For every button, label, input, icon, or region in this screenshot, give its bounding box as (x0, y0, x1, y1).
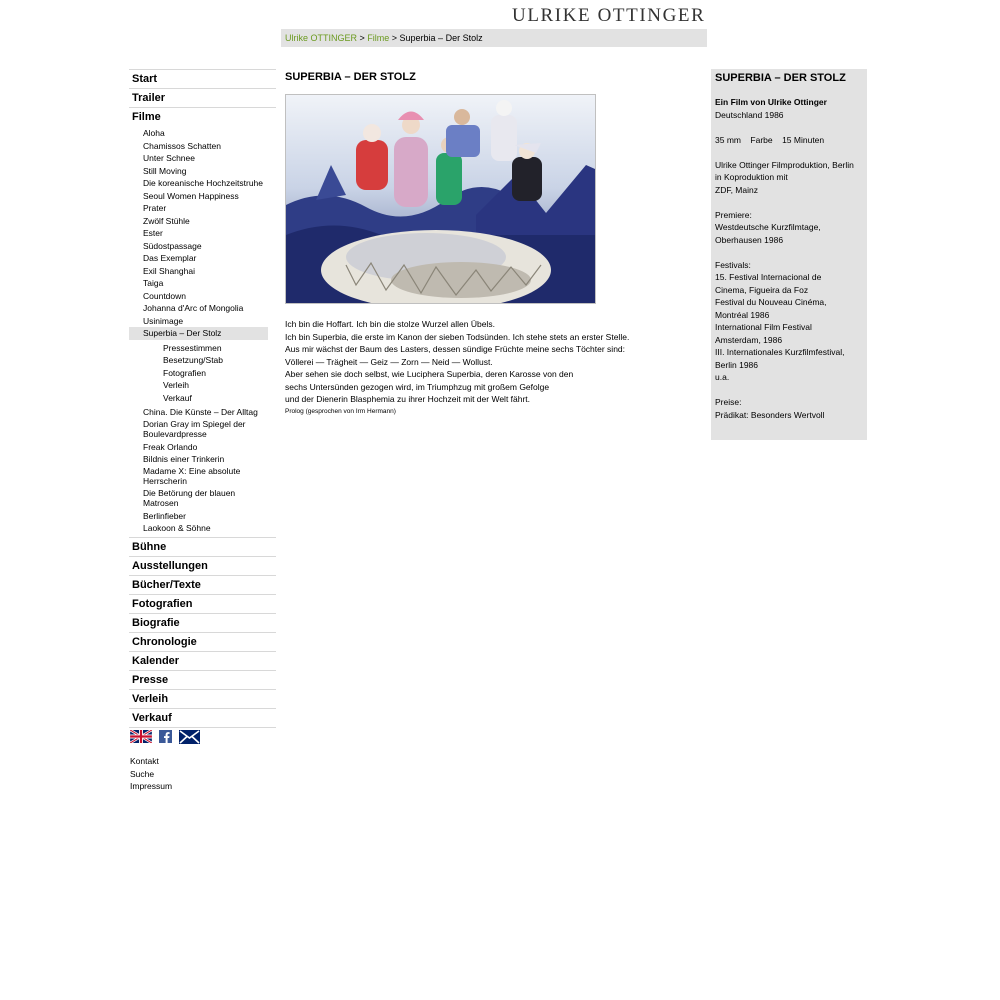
film-link[interactable]: Chamissos Schatten (143, 140, 221, 151)
nav-item-verkauf[interactable]: Verkauf (129, 708, 276, 728)
film-info-line: III. Internationales Kurzfilmfestival, (715, 347, 845, 357)
film-link[interactable]: Ester (143, 228, 163, 238)
film-info-line: Festival du Nouveau Cinéma, (715, 297, 827, 307)
nav-item-trailer[interactable]: Trailer (129, 88, 276, 107)
prolog-line: sechs Untersünden gezogen wird, im Triumphzug mit großem Gefolge (285, 381, 550, 392)
film-info-line: ZDF, Mainz (715, 184, 758, 195)
film-info-line: u.a. (715, 372, 730, 382)
film-info-title: SUPERBIA – DER STOLZ (715, 72, 846, 84)
prolog-line: Aus mir wächst der Baum des Lasters, dessen sündige Früchte meine sechs Töchter sind: (285, 344, 626, 354)
film-link[interactable]: Südostpassage (143, 240, 202, 251)
nav-item-biografie[interactable]: Biografie (129, 613, 276, 632)
nav-item-fotografien[interactable]: Fotografien (129, 594, 276, 613)
film-link[interactable]: Taiga (143, 278, 164, 288)
film-info-line: Cinema, Figueira da Foz (715, 284, 809, 295)
film-link[interactable]: Madame X: Eine absolute Herrscherin (143, 466, 241, 486)
film-subnav (129, 340, 276, 407)
film-subnav-pressestimmen[interactable]: Pressestimmen (163, 342, 222, 353)
prolog-line: Völlerei — Trägheit — Geiz — Zorn — Neid — Wollust. (285, 356, 493, 367)
film-info-line: Prädikat: Besonders Wertvoll (715, 409, 825, 420)
film-info-line: 35 mm Farbe 15 Minuten (715, 134, 825, 145)
site-logo[interactable]: ULRIKE OTTINGER (512, 5, 706, 26)
film-link[interactable]: Bildnis einer Trinkerin (143, 454, 225, 464)
film-info-line: Montréal 1986 (715, 309, 770, 320)
uk-flag-icon[interactable] (130, 730, 152, 748)
nav-item-filme[interactable]: Filme (129, 107, 276, 126)
film-info-line: Amsterdam, 1986 (715, 334, 783, 345)
film-link[interactable]: Freak Orlando (143, 441, 198, 452)
film-link[interactable]: Dorian Gray im Spiegel der Boulevardpresse (143, 419, 246, 439)
breadcrumb-separator: > (357, 33, 368, 43)
film-link[interactable]: Still Moving (143, 165, 187, 176)
film-info-line: Berlin 1986 (715, 359, 759, 370)
film-info-line: Westdeutsche Kurzfilmtage, (715, 222, 821, 232)
film-info-line: Festivals: (715, 259, 751, 270)
nav-item-start[interactable]: Start (129, 69, 276, 88)
film-still-image (285, 94, 596, 304)
film-link[interactable]: Johanna d'Arc of Mongolia (143, 303, 244, 313)
breadcrumb (281, 29, 707, 47)
nav-item-ausstellungen[interactable]: Ausstellungen (129, 556, 276, 575)
prolog-line: und der Dienerin Blasphemia zu ihrer Hochzeit mit der Welt fährt. (285, 394, 531, 404)
film-link[interactable]: Berlinfieber (143, 510, 186, 521)
footer-link-impressum[interactable]: Impressum (130, 781, 173, 791)
footer-links (130, 755, 172, 793)
film-subnav-besetzung[interactable]: Besetzung/Stab (163, 355, 224, 365)
film-info-line: Oberhausen 1986 (715, 234, 784, 245)
film-link[interactable]: Die Betörung der blauen Matrosen (143, 488, 236, 508)
prolog-text (285, 318, 629, 418)
nav-item-kalender[interactable]: Kalender (129, 651, 276, 670)
film-link[interactable]: Exil Shanghai (143, 265, 195, 276)
prolog-credit: Prolog (gesprochen von Irm Hermann) (285, 407, 396, 415)
film-link[interactable]: Aloha (143, 128, 165, 138)
film-link[interactable]: Zwölf Stühle (143, 215, 190, 226)
breadcrumb-separator: > (389, 33, 400, 43)
film-info-line: Ein Film von Ulrike Ottinger (715, 97, 827, 107)
film-link[interactable]: Countdown (143, 290, 187, 301)
prolog-line: Ich bin Superbia, die erste im Kanon der sieben Todsünden. Ich stehe stets an erster Stelle. (285, 331, 630, 342)
footer-link-suche[interactable]: Suche (130, 768, 155, 779)
film-link[interactable]: China. Die Künste – Der Alltag (143, 407, 258, 417)
breadcrumb-current: Superbia – Der Stolz (399, 33, 483, 43)
film-link-active[interactable]: Superbia – Der Stolz (129, 327, 268, 340)
page-title: SUPERBIA – DER STOLZ (285, 71, 416, 83)
film-info-line: 15. Festival Internacional de (715, 272, 822, 282)
mail-icon[interactable] (179, 730, 200, 749)
film-link[interactable]: Usinimage (143, 315, 184, 326)
facebook-icon[interactable] (159, 730, 172, 748)
film-link[interactable]: Die koreanische Hochzeitstruhe (143, 178, 264, 188)
film-info-line: Deutschland 1986 (715, 109, 784, 120)
film-info-line: Premiere: (715, 209, 752, 220)
breadcrumb-section-link[interactable]: Filme (367, 33, 390, 43)
film-list (129, 126, 276, 537)
film-link[interactable]: Prater (143, 203, 167, 213)
nav-item-presse[interactable]: Presse (129, 670, 276, 689)
film-info-line: International Film Festival (715, 322, 812, 332)
breadcrumb-home-link[interactable]: Ulrike OTTINGER (285, 33, 357, 43)
nav-item-chronologie[interactable]: Chronologie (129, 632, 276, 651)
film-info-panel (711, 69, 867, 440)
film-info-line: Preise: (715, 397, 742, 407)
nav-item-buecher-texte[interactable]: Bücher/Texte (129, 575, 276, 594)
prolog-line: Aber sehen sie doch selbst, wie Luciphera Superbia, deren Karosse von den (285, 369, 574, 379)
film-subnav-fotografien[interactable]: Fotografien (163, 367, 206, 378)
prolog-line: Ich bin die Hoffart. Ich bin die stolze Wurzel allen Übels. (285, 319, 495, 329)
footer-link-kontakt[interactable]: Kontakt (130, 756, 159, 766)
film-link[interactable]: Das Exemplar (143, 253, 197, 263)
main-navigation (129, 69, 276, 728)
film-info-line: in Koproduktion mit (715, 172, 788, 182)
film-link[interactable]: Seoul Women Happiness (143, 190, 239, 201)
nav-item-verleih[interactable]: Verleih (129, 689, 276, 708)
film-info-line: Ulrike Ottinger Filmproduktion, Berlin (715, 159, 854, 170)
film-link[interactable]: Laokoon & Söhne (143, 523, 211, 533)
nav-item-buehne[interactable]: Bühne (129, 537, 276, 556)
film-subnav-verkauf[interactable]: Verkauf (163, 392, 192, 403)
film-link[interactable]: Unter Schnee (143, 153, 195, 163)
film-subnav-verleih[interactable]: Verleih (163, 380, 189, 390)
